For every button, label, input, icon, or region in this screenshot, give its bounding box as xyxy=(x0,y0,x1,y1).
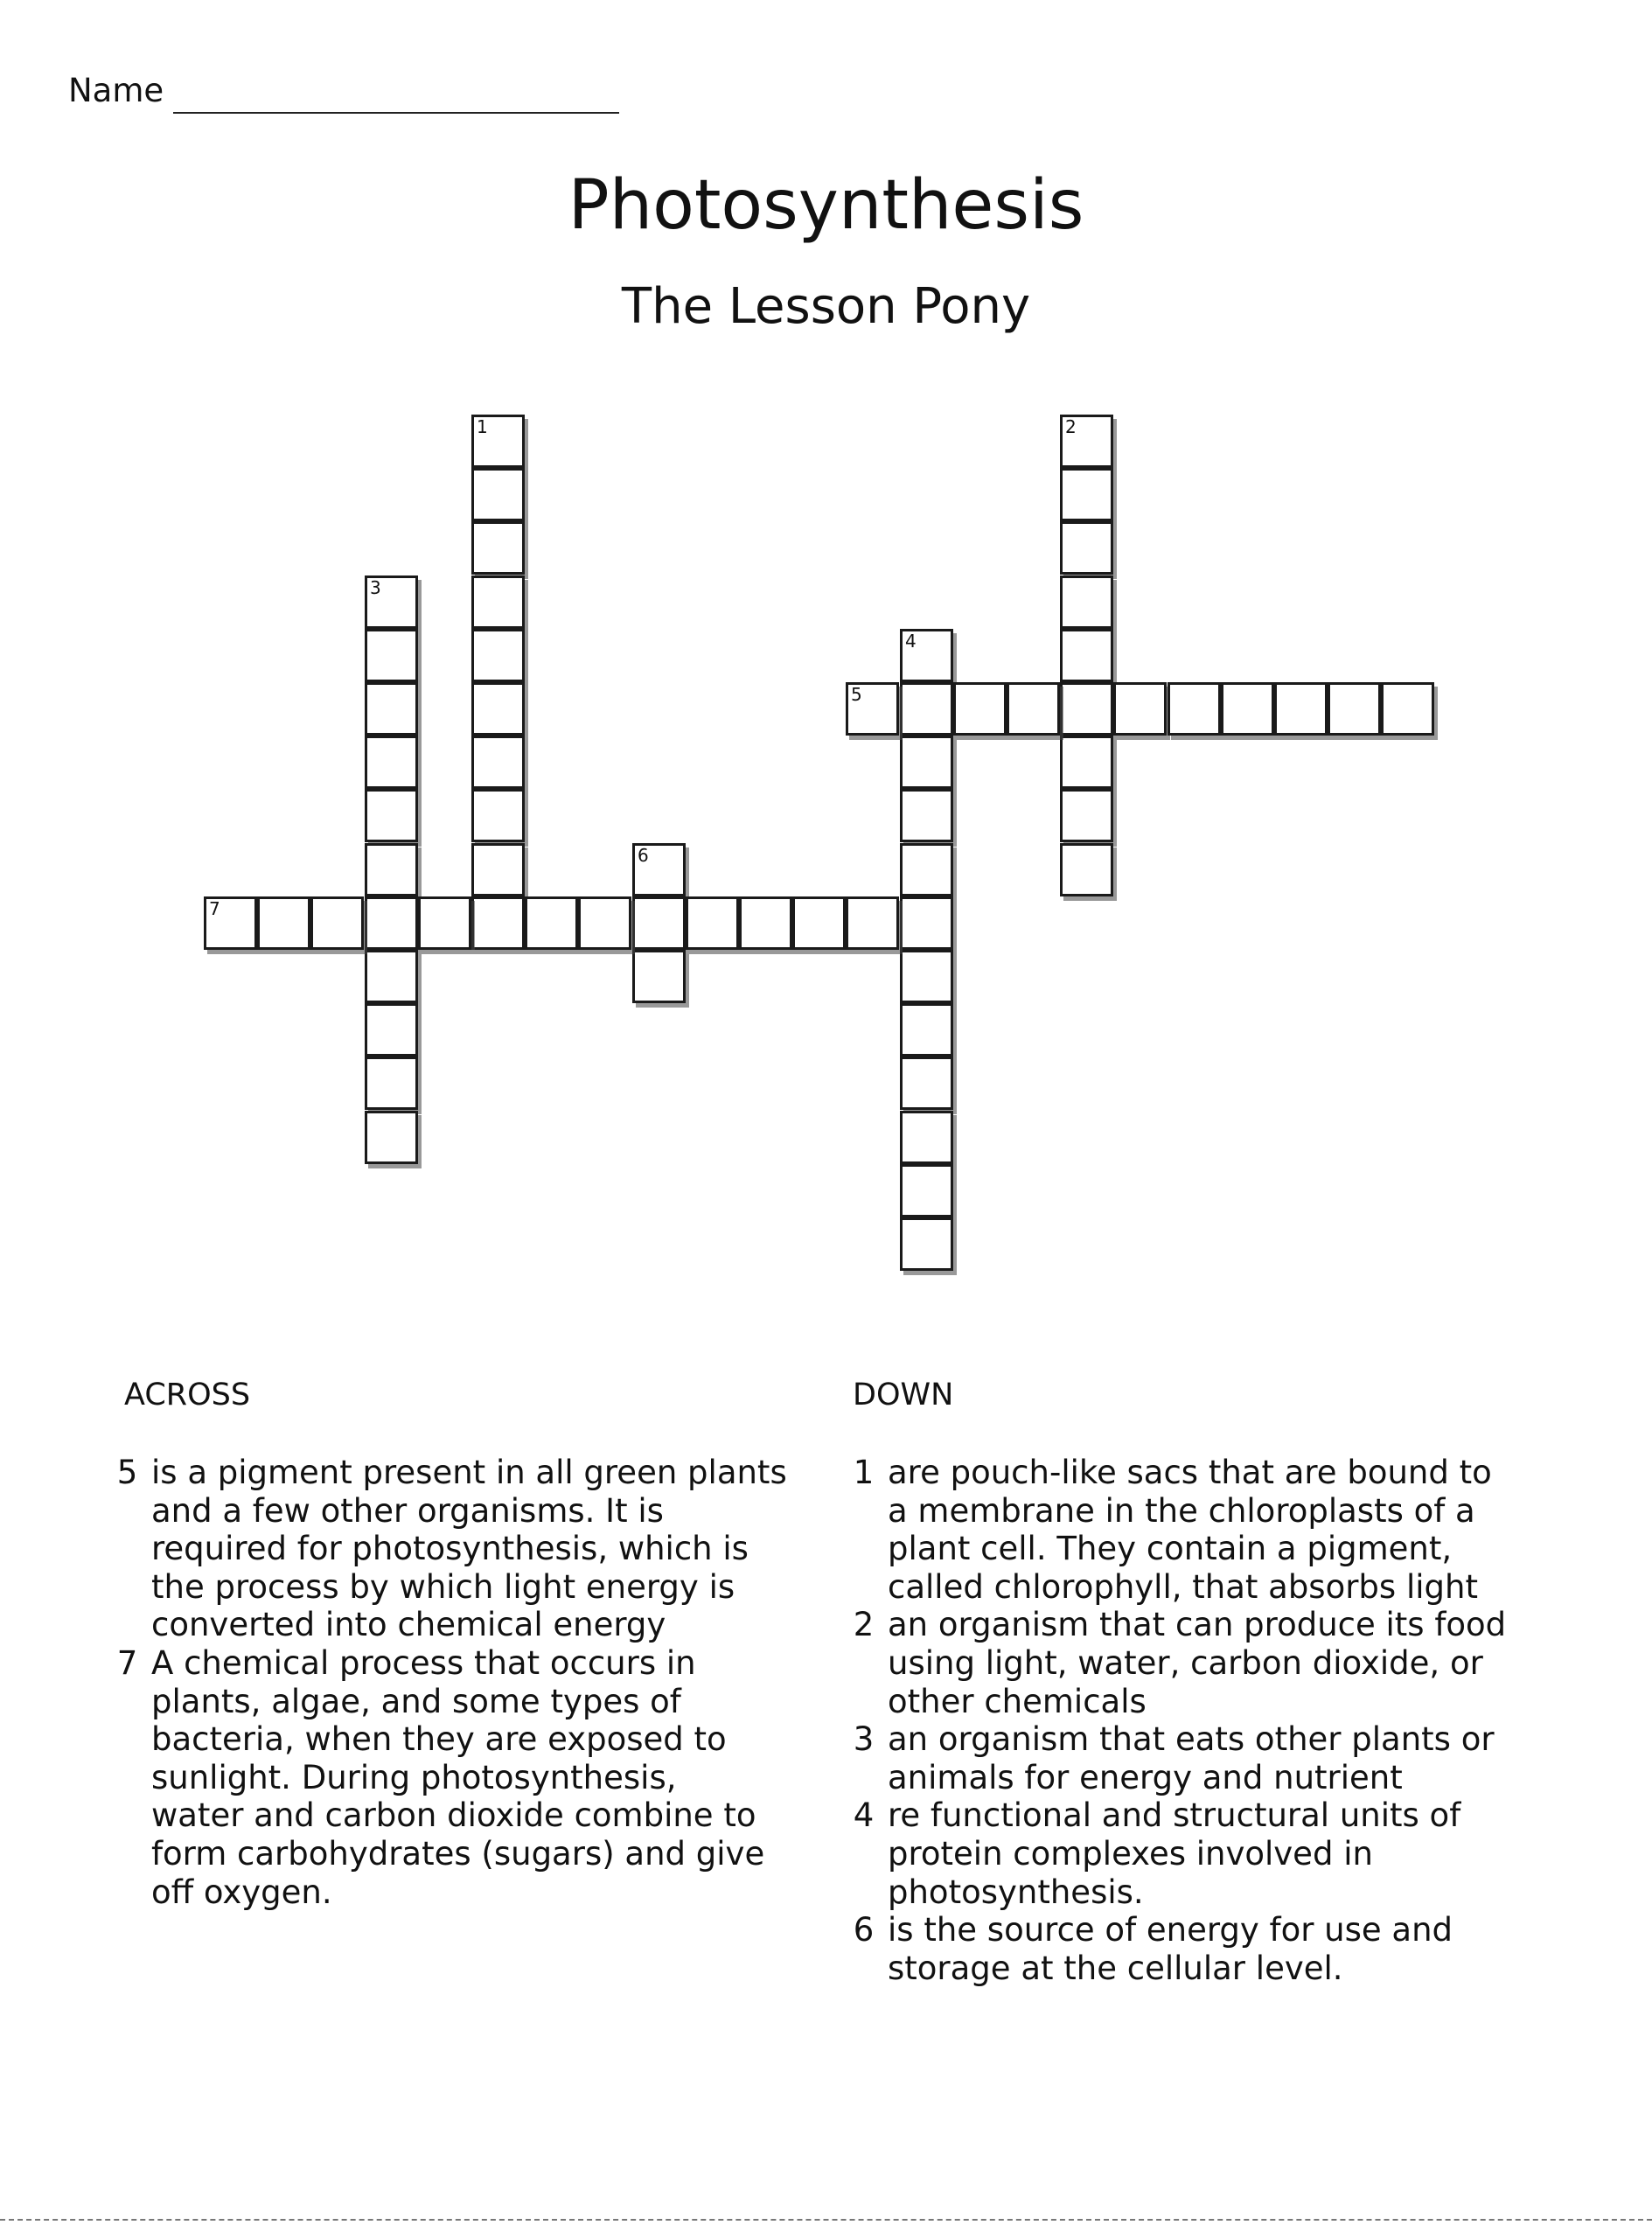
clue-number-label: 1 xyxy=(477,416,488,437)
down-clue-3 xyxy=(840,1720,1627,1796)
crossword-cell[interactable] xyxy=(900,789,953,842)
crossword-cell[interactable] xyxy=(471,629,525,682)
clue-number-label: 2 xyxy=(1065,416,1077,437)
crossword-cell[interactable] xyxy=(471,896,525,950)
crossword-cell[interactable] xyxy=(365,682,418,736)
crossword-cell[interactable] xyxy=(846,682,899,736)
crossword-cell[interactable] xyxy=(471,415,525,468)
clue-line: form carbohydrates (sugars) and give xyxy=(151,1834,765,1873)
clue-line: animals for energy and nutrient xyxy=(888,1758,1403,1796)
crossword-cell[interactable] xyxy=(365,1111,418,1164)
crossword-cell[interactable] xyxy=(632,896,686,950)
crossword-cell[interactable] xyxy=(1328,682,1381,736)
down-clue-list xyxy=(840,1454,1627,1987)
crossword-cell[interactable] xyxy=(1060,843,1113,896)
crossword-cell[interactable] xyxy=(1113,682,1167,736)
crossword-cell[interactable] xyxy=(365,950,418,1003)
clue-line: bacteria, when they are exposed to xyxy=(151,1720,727,1759)
down-clue-4 xyxy=(840,1796,1627,1911)
crossword-cell[interactable] xyxy=(1060,682,1113,736)
crossword-cell[interactable] xyxy=(1060,736,1113,789)
crossword-cell[interactable] xyxy=(365,1057,418,1110)
clue-number-label: 7 xyxy=(209,898,220,919)
crossword-cell[interactable] xyxy=(365,736,418,789)
down-clue-6 xyxy=(840,1911,1627,1987)
crossword-cell[interactable] xyxy=(525,896,578,950)
crossword-cell[interactable] xyxy=(953,682,1007,736)
crossword-cell[interactable] xyxy=(310,896,364,950)
clue-number: 7 xyxy=(116,1643,138,1682)
crossword-cell[interactable] xyxy=(257,896,310,950)
clue-line: are pouch-like sacs that are bound to xyxy=(888,1454,1492,1491)
clue-number: 5 xyxy=(116,1454,138,1491)
crossword-cell[interactable] xyxy=(846,896,899,950)
clue-line: an organism that can produce its food xyxy=(888,1606,1507,1644)
crossword-cell[interactable] xyxy=(900,843,953,896)
across-clue-5 xyxy=(103,1454,829,1644)
crossword-cell[interactable] xyxy=(471,789,525,842)
across-clue-list xyxy=(103,1454,829,1911)
across-heading: ACROSS xyxy=(124,1378,251,1412)
crossword-cell[interactable] xyxy=(900,629,953,682)
crossword-cell[interactable] xyxy=(900,682,953,736)
clue-line: A chemical process that occurs in xyxy=(151,1643,696,1682)
clue-line: water and carbon dioxide combine to xyxy=(151,1796,756,1835)
worksheet-title: Photosynthesis xyxy=(568,166,1084,245)
crossword-cell[interactable] xyxy=(900,950,953,1003)
clue-line: an organism that eats other plants or xyxy=(888,1720,1495,1759)
down-clue-2 xyxy=(840,1606,1627,1720)
crossword-cell[interactable] xyxy=(1060,521,1113,575)
crossword-cell[interactable] xyxy=(418,896,471,950)
clue-line: re functional and structural units of xyxy=(888,1796,1461,1835)
crossword-cell[interactable] xyxy=(471,521,525,575)
crossword-cell[interactable] xyxy=(792,896,846,950)
clue-number-label: 3 xyxy=(370,577,381,598)
crossword-cell[interactable] xyxy=(739,896,792,950)
crossword-cell[interactable] xyxy=(900,1217,953,1271)
crossword-cell[interactable] xyxy=(900,896,953,950)
crossword-cell[interactable] xyxy=(365,896,418,950)
crossword-cell[interactable] xyxy=(632,843,686,896)
crossword-cell[interactable] xyxy=(1060,468,1113,521)
clue-line: other chemicals xyxy=(888,1682,1147,1720)
crossword-cell[interactable] xyxy=(365,575,418,629)
crossword-cell[interactable] xyxy=(471,682,525,736)
clue-line: is a pigment present in all green plants xyxy=(151,1454,787,1491)
clue-text xyxy=(888,1454,1627,1606)
clue-text xyxy=(151,1454,829,1644)
crossword-cell[interactable] xyxy=(578,896,631,950)
crossword-cell[interactable] xyxy=(1168,682,1221,736)
crossword-cell[interactable] xyxy=(471,468,525,521)
clue-line: protein complexes involved in xyxy=(888,1834,1373,1873)
crossword-cell[interactable] xyxy=(365,629,418,682)
clue-line: storage at the cellular level. xyxy=(888,1949,1343,1987)
across-clue-7 xyxy=(103,1644,829,1911)
clue-line: off oxygen. xyxy=(151,1873,332,1911)
crossword-cell[interactable] xyxy=(204,896,257,950)
clue-line: is the source of energy for use and xyxy=(888,1911,1453,1950)
clue-line: and a few other organisms. It is xyxy=(151,1491,664,1530)
crossword-cell[interactable] xyxy=(471,843,525,896)
crossword-cell[interactable] xyxy=(1221,682,1274,736)
crossword-cell[interactable] xyxy=(632,950,686,1003)
clue-line: a membrane in the chloroplasts of a xyxy=(888,1491,1475,1530)
clue-line: using light, water, carbon dioxide, or xyxy=(888,1643,1483,1682)
crossword-cell[interactable] xyxy=(365,1003,418,1057)
crossword-cell[interactable] xyxy=(900,1111,953,1164)
crossword-cell[interactable] xyxy=(1060,415,1113,468)
crossword-cell[interactable] xyxy=(900,736,953,789)
clue-text xyxy=(888,1720,1627,1796)
crossword-cell[interactable] xyxy=(1060,629,1113,682)
clue-number-label: 4 xyxy=(905,631,917,652)
crossword-cell[interactable] xyxy=(1274,682,1328,736)
clue-number: 6 xyxy=(853,1911,875,1950)
clue-line: converted into chemical energy xyxy=(151,1606,666,1644)
clue-text xyxy=(888,1911,1627,1987)
clue-line: photosynthesis. xyxy=(888,1873,1144,1911)
name-label: Name xyxy=(68,72,164,109)
crossword-cell[interactable] xyxy=(900,1057,953,1110)
down-heading: DOWN xyxy=(853,1378,954,1412)
clue-text xyxy=(888,1606,1627,1720)
crossword-cell[interactable] xyxy=(471,736,525,789)
clue-text xyxy=(151,1644,829,1911)
clue-number: 1 xyxy=(853,1454,875,1491)
clue-line: called chlorophyll, that absorbs light xyxy=(888,1567,1478,1606)
clue-number: 4 xyxy=(853,1796,875,1835)
crossword-cell[interactable] xyxy=(686,896,739,950)
clue-line: required for photosynthesis, which is xyxy=(151,1530,749,1568)
clue-text xyxy=(888,1796,1627,1911)
crossword-cell[interactable] xyxy=(900,1164,953,1217)
crossword-cell[interactable] xyxy=(1007,682,1060,736)
crossword-cell[interactable] xyxy=(900,1003,953,1057)
down-clue-1 xyxy=(840,1454,1627,1606)
clue-number: 2 xyxy=(853,1606,875,1644)
crossword-cell[interactable] xyxy=(1060,575,1113,629)
clue-line: plant cell. They contain a pigment, xyxy=(888,1530,1453,1568)
crossword-cell[interactable] xyxy=(1060,789,1113,842)
clue-number-label: 6 xyxy=(638,845,649,866)
crossword-cell[interactable] xyxy=(365,789,418,842)
clue-number-label: 5 xyxy=(851,684,862,705)
crossword-cell[interactable] xyxy=(471,575,525,629)
crossword-cell[interactable] xyxy=(365,843,418,896)
clue-line: the process by which light energy is xyxy=(151,1567,735,1606)
crossword-cell[interactable] xyxy=(1381,682,1434,736)
page-bottom-rule xyxy=(0,2219,1652,2221)
clue-line: sunlight. During photosynthesis, xyxy=(151,1758,677,1796)
clue-line: plants, algae, and some types of xyxy=(151,1682,681,1720)
clue-number: 3 xyxy=(853,1720,875,1759)
worksheet-subtitle: The Lesson Pony xyxy=(621,278,1031,335)
